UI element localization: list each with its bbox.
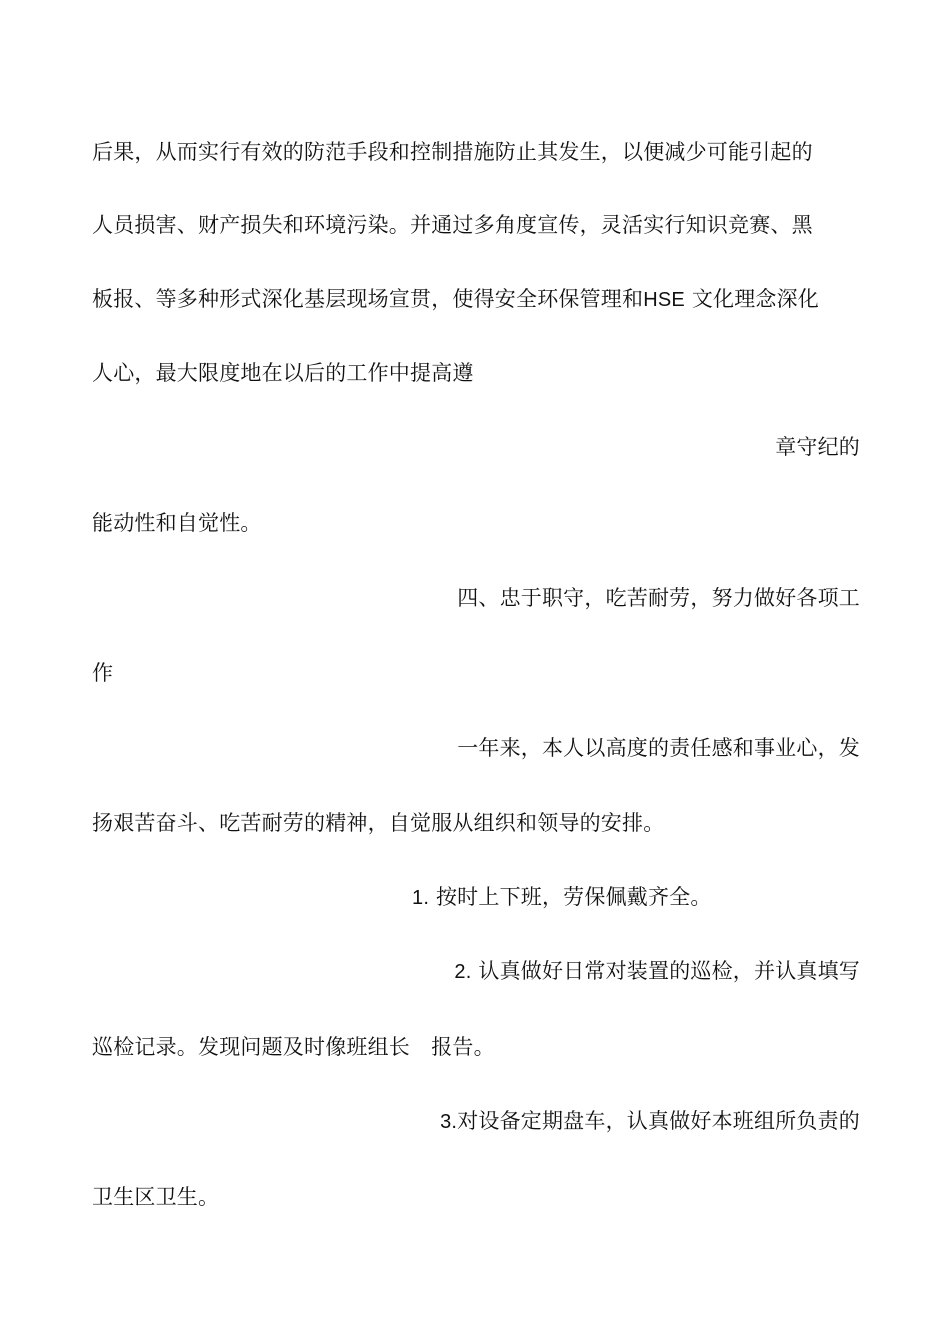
paragraph-line-4: 人心，最大限度地在以后的工作中提高遵	[92, 361, 474, 385]
paragraph-line-3-text: 板报、等多种形式深化基层现场宣贯，使得安全环保管理和	[92, 287, 644, 311]
paragraph-line-1: 后果，从而实行有效的防范手段和控制措施防止其发生，以便减少可能引起的	[92, 140, 813, 164]
list-item-2	[92, 956, 860, 987]
paragraph-line-2: 人员损害、财产损失和环境污染。并通过多角度宣传，灵活实行知识竞赛、黑	[92, 213, 813, 237]
list-number-3: 3.	[440, 1111, 458, 1133]
list-item-2-text: 认真做好日常对装置的巡检，并认真填写	[471, 959, 860, 983]
hse-abbreviation: HSE	[643, 289, 685, 311]
paragraph-line-6: 能动性和自觉性。	[92, 511, 262, 535]
paragraph-line-5: 章守纪的	[775, 435, 860, 459]
list-number-2: 2.	[454, 961, 472, 983]
paragraph-line-7: 一年来，本人以高度的责任感和事业心，发	[457, 736, 860, 760]
list-item-2-continued: 巡检记录。发现问题及时像班组长 报告。	[92, 1035, 495, 1059]
section-heading-4: 四、忠于职守，吃苦耐劳，努力做好各项工	[457, 586, 860, 610]
list-item-1-text: 按时上下班，劳保佩戴齐全。	[429, 885, 712, 909]
paragraph-line-8: 扬艰苦奋斗、吃苦耐劳的精神，自觉服从组织和领导的安排。	[92, 811, 665, 835]
paragraph-line-3	[92, 284, 860, 315]
list-item-3	[92, 1106, 860, 1137]
list-item-3-continued: 卫生区卫生。	[92, 1185, 220, 1209]
section-heading-4-continued: 作	[92, 661, 114, 685]
paragraph-line-3-tail: 文化理念深化	[684, 287, 820, 311]
list-number-1: 1.	[412, 887, 430, 909]
list-item-3-text: 对设备定期盘车，认真做好本班组所负责的	[457, 1109, 860, 1133]
list-item-1	[412, 882, 860, 913]
